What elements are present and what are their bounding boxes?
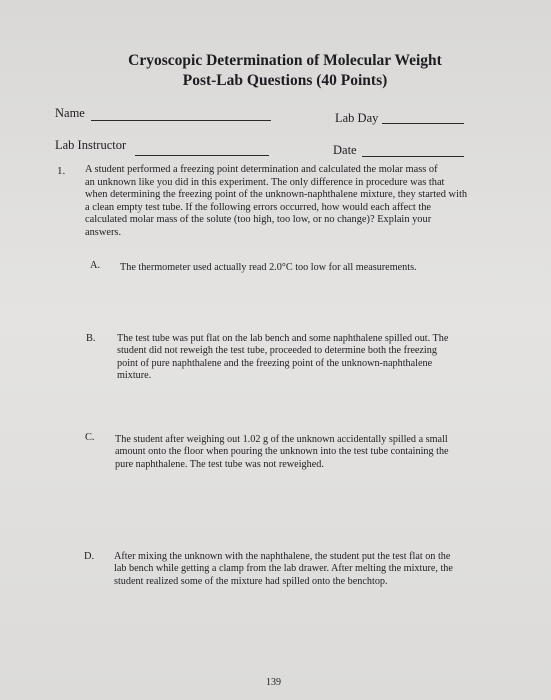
part-line: amount onto the floor when pouring the unknown into the test tube containing the [115,446,449,458]
part-c-letter: C. [85,432,95,443]
part-c-text [115,434,449,471]
part-line: The test tube was put flat on the lab bench and some naphthalene spilled out. The [117,333,449,344]
part-d-text [114,551,453,588]
part-d-letter: D. [84,551,95,562]
question-line: when determining the freezing point of the unknown-naphthalene mixture, they started with [85,189,468,201]
question-line: calculated molar mass of the solute (too high, too low, or no change)? Explain your [85,214,432,226]
part-line: lab bench while getting a clamp from the lab drawer. After melting the mixture, the [114,563,453,575]
part-line: After mixing the unknown with the naphthalene, the student put the test flat on the [114,551,451,562]
lab-day-line [382,123,464,124]
question-line: a clean empty test tube. If the following errors occurred, how would each affect the [85,201,432,213]
question-text [85,164,515,240]
question-line: A student performed a freezing point determination and calculated the molar mass of [85,164,438,175]
part-line: student did not reweigh the test tube, proceeded to determine both the freezing [117,345,437,357]
part-line: pure naphthalene. The test tube was not reweighed. [115,458,324,470]
page-subtitle: Post-Lab Questions (40 Points) [182,72,388,89]
question-number: 1. [57,165,66,177]
part-line: The thermometer used actually read 2.0°C too low for all measurements. [120,262,417,273]
part-line: The student after weighing out 1.02 g of the unknown accidentally spilled a small [115,434,448,445]
part-line: point of pure naphthalene and the freezing point of the unknown-naphthalene [117,357,433,369]
date-line [362,156,464,157]
part-b-text [117,333,448,383]
question-line: answers. [85,226,122,238]
lab-day-label: Lab Day [335,111,379,125]
question-line: an unknown like you did in this experiment. The only difference in procedure was that [85,176,445,188]
lab-instructor-line [135,155,269,156]
name-label: Name [55,106,85,120]
part-a-text [120,262,417,274]
name-line [91,120,271,121]
page-title: Cryoscopic Determination of Molecular Weight [128,52,442,69]
part-line: student realized some of the mixture had spilled onto the benchtop. [114,575,388,587]
page-number: 139 [266,677,281,688]
part-line: mixture. [117,370,152,382]
date-label: Date [333,143,357,157]
lab-instructor-label: Lab Instructor [55,138,127,152]
part-b-letter: B. [86,333,96,344]
part-a-letter: A. [90,260,101,271]
